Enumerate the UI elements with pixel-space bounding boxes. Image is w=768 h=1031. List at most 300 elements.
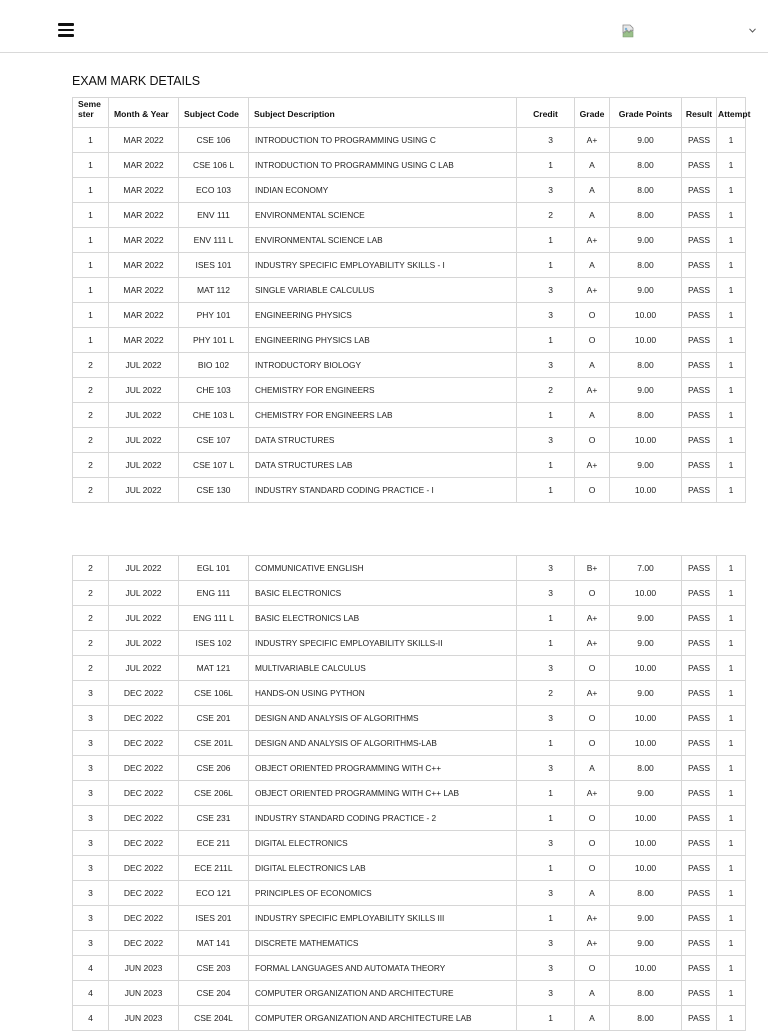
subject-description-cell: INTRODUCTION TO PROGRAMMING USING C LAB — [249, 153, 517, 178]
grade-cell: A+ — [575, 931, 610, 956]
subject-code-cell: CSE 106L — [179, 681, 249, 706]
credit-cell: 1 — [517, 781, 575, 806]
month-year-cell: MAR 2022 — [109, 128, 179, 153]
result-cell: PASS — [682, 956, 717, 981]
month-year-cell: DEC 2022 — [109, 781, 179, 806]
grade-cell: A — [575, 756, 610, 781]
grade-cell: A+ — [575, 128, 610, 153]
semester-cell: 3 — [73, 831, 109, 856]
table-row — [73, 631, 746, 656]
table-row — [73, 556, 746, 581]
subject-code-cell: ECE 211 — [179, 831, 249, 856]
credit-cell: 3 — [517, 981, 575, 1006]
result-cell: PASS — [682, 278, 717, 303]
subject-description-cell: ENVIRONMENTAL SCIENCE — [249, 203, 517, 228]
table-row — [73, 931, 746, 956]
subject-code-cell: CSE 204L — [179, 1006, 249, 1031]
month-year-cell: JUL 2022 — [109, 403, 179, 428]
semester-cell: 3 — [73, 806, 109, 831]
result-cell: PASS — [682, 706, 717, 731]
credit-cell: 3 — [517, 303, 575, 328]
table-row — [73, 428, 746, 453]
table-row — [73, 656, 746, 681]
result-cell: PASS — [682, 253, 717, 278]
grade-points-cell: 10.00 — [610, 428, 682, 453]
table-row — [73, 606, 746, 631]
attempt-cell: 1 — [717, 453, 746, 478]
result-cell: PASS — [682, 153, 717, 178]
subject-code-cell: MAT 141 — [179, 931, 249, 956]
semester-cell: 1 — [73, 303, 109, 328]
subject-description-cell: INDUSTRY STANDARD CODING PRACTICE - I — [249, 478, 517, 503]
subject-description-cell: INDUSTRY SPECIFIC EMPLOYABILITY SKILLS III — [249, 906, 517, 931]
month-year-cell: MAR 2022 — [109, 328, 179, 353]
attempt-cell: 1 — [717, 178, 746, 203]
table-header-row — [73, 98, 746, 128]
grade-cell: O — [575, 581, 610, 606]
table-row — [73, 228, 746, 253]
attempt-cell: 1 — [717, 228, 746, 253]
subject-description-cell: CHEMISTRY FOR ENGINEERS — [249, 378, 517, 403]
grade-cell: O — [575, 656, 610, 681]
subject-code-cell: CSE 107 — [179, 428, 249, 453]
grade-cell: A — [575, 153, 610, 178]
exam-marks-table-continued — [72, 555, 746, 1031]
credit-cell: 3 — [517, 931, 575, 956]
result-cell: PASS — [682, 981, 717, 1006]
subject-code-cell: PHY 101 — [179, 303, 249, 328]
semester-cell: 3 — [73, 781, 109, 806]
month-year-cell: JUL 2022 — [109, 606, 179, 631]
month-year-cell: DEC 2022 — [109, 906, 179, 931]
attempt-cell: 1 — [717, 681, 746, 706]
credit-cell: 1 — [517, 806, 575, 831]
semester-cell: 4 — [73, 1006, 109, 1031]
subject-code-cell: ENV 111 L — [179, 228, 249, 253]
subject-code-cell: MAT 112 — [179, 278, 249, 303]
grade-points-cell: 8.00 — [610, 203, 682, 228]
grade-points-cell: 10.00 — [610, 478, 682, 503]
result-cell: PASS — [682, 931, 717, 956]
result-cell: PASS — [682, 378, 717, 403]
semester-cell: 1 — [73, 278, 109, 303]
table-row — [73, 478, 746, 503]
month-year-cell: MAR 2022 — [109, 253, 179, 278]
month-year-cell: DEC 2022 — [109, 731, 179, 756]
subject-description-cell: OBJECT ORIENTED PROGRAMMING WITH C++ — [249, 756, 517, 781]
table-row — [73, 153, 746, 178]
semester-cell: 4 — [73, 981, 109, 1006]
subject-description-cell: INDUSTRY SPECIFIC EMPLOYABILITY SKILLS-II — [249, 631, 517, 656]
result-cell: PASS — [682, 681, 717, 706]
subject-description-cell: COMMUNICATIVE ENGLISH — [249, 556, 517, 581]
credit-cell: 1 — [517, 478, 575, 503]
result-cell: PASS — [682, 453, 717, 478]
subject-code-cell: CSE 206 — [179, 756, 249, 781]
month-year-cell: MAR 2022 — [109, 303, 179, 328]
month-year-cell: DEC 2022 — [109, 931, 179, 956]
attempt-cell: 1 — [717, 881, 746, 906]
semester-cell: 1 — [73, 203, 109, 228]
grade-points-cell: 10.00 — [610, 328, 682, 353]
table-row — [73, 1006, 746, 1031]
semester-cell: 2 — [73, 631, 109, 656]
subject-description-cell: INDUSTRY SPECIFIC EMPLOYABILITY SKILLS - I — [249, 253, 517, 278]
result-cell: PASS — [682, 806, 717, 831]
result-cell: PASS — [682, 631, 717, 656]
credit-cell: 1 — [517, 403, 575, 428]
grade-cell: A+ — [575, 378, 610, 403]
result-cell: PASS — [682, 731, 717, 756]
result-cell: PASS — [682, 128, 717, 153]
table-row — [73, 203, 746, 228]
attempt-cell: 1 — [717, 253, 746, 278]
table-row — [73, 303, 746, 328]
month-year-cell: DEC 2022 — [109, 856, 179, 881]
subject-code-cell: CSE 106 — [179, 128, 249, 153]
table-row — [73, 581, 746, 606]
chevron-down-icon[interactable] — [749, 25, 756, 35]
credit-cell: 3 — [517, 353, 575, 378]
attempt-cell: 1 — [717, 706, 746, 731]
result-cell: PASS — [682, 328, 717, 353]
subject-code-cell: ECO 103 — [179, 178, 249, 203]
credit-cell: 1 — [517, 328, 575, 353]
subject-description-cell: INTRODUCTION TO PROGRAMMING USING C — [249, 128, 517, 153]
grade-points-cell: 10.00 — [610, 806, 682, 831]
col-header-subject-description: Subject Description — [249, 98, 517, 128]
result-cell: PASS — [682, 581, 717, 606]
table-row — [73, 756, 746, 781]
grade-points-cell: 9.00 — [610, 278, 682, 303]
table-row — [73, 128, 746, 153]
attempt-cell: 1 — [717, 428, 746, 453]
grade-points-cell: 9.00 — [610, 128, 682, 153]
attempt-cell: 1 — [717, 403, 746, 428]
semester-cell: 3 — [73, 681, 109, 706]
month-year-cell: JUL 2022 — [109, 353, 179, 378]
table-row — [73, 806, 746, 831]
grade-points-cell: 9.00 — [610, 781, 682, 806]
table-row — [73, 403, 746, 428]
subject-description-cell: DESIGN AND ANALYSIS OF ALGORITHMS-LAB — [249, 731, 517, 756]
grade-points-cell: 8.00 — [610, 353, 682, 378]
subject-description-cell: COMPUTER ORGANIZATION AND ARCHITECTURE LAB — [249, 1006, 517, 1031]
grade-cell: A+ — [575, 228, 610, 253]
grade-points-cell: 8.00 — [610, 253, 682, 278]
result-cell: PASS — [682, 428, 717, 453]
grade-points-cell: 8.00 — [610, 153, 682, 178]
result-cell: PASS — [682, 1006, 717, 1031]
credit-cell: 1 — [517, 856, 575, 881]
result-cell: PASS — [682, 403, 717, 428]
semester-cell: 2 — [73, 403, 109, 428]
credit-cell: 1 — [517, 631, 575, 656]
credit-cell: 1 — [517, 453, 575, 478]
credit-cell: 3 — [517, 706, 575, 731]
table-row — [73, 706, 746, 731]
attempt-cell: 1 — [717, 981, 746, 1006]
credit-cell: 3 — [517, 956, 575, 981]
semester-cell: 2 — [73, 606, 109, 631]
table-row — [73, 781, 746, 806]
subject-code-cell: ISES 201 — [179, 906, 249, 931]
semester-cell: 2 — [73, 428, 109, 453]
grade-cell: O — [575, 478, 610, 503]
table-row — [73, 956, 746, 981]
result-cell: PASS — [682, 906, 717, 931]
col-header-month-year: Month & Year — [109, 98, 179, 128]
attempt-cell: 1 — [717, 806, 746, 831]
semester-cell: 3 — [73, 856, 109, 881]
credit-cell: 1 — [517, 253, 575, 278]
attempt-cell: 1 — [717, 906, 746, 931]
credit-cell: 3 — [517, 756, 575, 781]
semester-cell: 3 — [73, 881, 109, 906]
grade-points-cell: 9.00 — [610, 631, 682, 656]
page-title: EXAM MARK DETAILS — [72, 74, 200, 88]
attempt-cell: 1 — [717, 328, 746, 353]
grade-cell: A — [575, 178, 610, 203]
subject-code-cell: ISES 102 — [179, 631, 249, 656]
credit-cell: 3 — [517, 278, 575, 303]
grade-points-cell: 9.00 — [610, 906, 682, 931]
subject-code-cell: ENG 111 — [179, 581, 249, 606]
grade-cell: O — [575, 731, 610, 756]
subject-description-cell: DATA STRUCTURES — [249, 428, 517, 453]
grade-cell: O — [575, 806, 610, 831]
subject-code-cell: CSE 201 — [179, 706, 249, 731]
semester-cell: 2 — [73, 353, 109, 378]
grade-points-cell: 9.00 — [610, 606, 682, 631]
grade-points-cell: 8.00 — [610, 1006, 682, 1031]
attempt-cell: 1 — [717, 556, 746, 581]
subject-code-cell: MAT 121 — [179, 656, 249, 681]
subject-code-cell: CSE 107 L — [179, 453, 249, 478]
attempt-cell: 1 — [717, 656, 746, 681]
grade-cell: O — [575, 856, 610, 881]
attempt-cell: 1 — [717, 856, 746, 881]
result-cell: PASS — [682, 178, 717, 203]
exam-marks-table — [72, 97, 751, 503]
grade-points-cell: 10.00 — [610, 956, 682, 981]
grade-cell: O — [575, 428, 610, 453]
subject-description-cell: INDIAN ECONOMY — [249, 178, 517, 203]
month-year-cell: DEC 2022 — [109, 681, 179, 706]
grade-points-cell: 8.00 — [610, 981, 682, 1006]
subject-code-cell: ENV 111 — [179, 203, 249, 228]
month-year-cell: JUN 2023 — [109, 956, 179, 981]
grade-points-cell: 8.00 — [610, 881, 682, 906]
subject-code-cell: CSE 201L — [179, 731, 249, 756]
grade-cell: A+ — [575, 631, 610, 656]
credit-cell: 3 — [517, 831, 575, 856]
top-navbar — [0, 0, 768, 53]
grade-points-cell: 9.00 — [610, 453, 682, 478]
grade-points-cell: 10.00 — [610, 656, 682, 681]
attempt-cell: 1 — [717, 581, 746, 606]
attempt-cell: 1 — [717, 203, 746, 228]
result-cell: PASS — [682, 203, 717, 228]
table-row — [73, 453, 746, 478]
grade-points-cell: 10.00 — [610, 731, 682, 756]
credit-cell: 1 — [517, 228, 575, 253]
broken-image-icon[interactable] — [621, 24, 636, 39]
credit-cell: 3 — [517, 128, 575, 153]
attempt-cell: 1 — [717, 831, 746, 856]
semester-cell: 2 — [73, 556, 109, 581]
grade-cell: A+ — [575, 906, 610, 931]
month-year-cell: DEC 2022 — [109, 756, 179, 781]
grade-cell: A — [575, 253, 610, 278]
hamburger-icon[interactable] — [58, 23, 74, 37]
subject-description-cell: PRINCIPLES OF ECONOMICS — [249, 881, 517, 906]
credit-cell: 1 — [517, 906, 575, 931]
result-cell: PASS — [682, 353, 717, 378]
attempt-cell: 1 — [717, 606, 746, 631]
credit-cell: 3 — [517, 656, 575, 681]
subject-description-cell: FORMAL LANGUAGES AND AUTOMATA THEORY — [249, 956, 517, 981]
result-cell: PASS — [682, 556, 717, 581]
subject-description-cell: DIGITAL ELECTRONICS — [249, 831, 517, 856]
col-header-grade-points: Grade Points — [610, 98, 682, 128]
table-row — [73, 981, 746, 1006]
table-row — [73, 278, 746, 303]
grade-cell: A — [575, 203, 610, 228]
result-cell: PASS — [682, 478, 717, 503]
month-year-cell: JUL 2022 — [109, 631, 179, 656]
attempt-cell: 1 — [717, 956, 746, 981]
semester-cell: 2 — [73, 378, 109, 403]
credit-cell: 3 — [517, 428, 575, 453]
grade-points-cell: 10.00 — [610, 831, 682, 856]
table-row — [73, 253, 746, 278]
table-row — [73, 353, 746, 378]
semester-cell: 3 — [73, 756, 109, 781]
subject-code-cell: ENG 111 L — [179, 606, 249, 631]
attempt-cell: 1 — [717, 631, 746, 656]
attempt-cell: 1 — [717, 128, 746, 153]
subject-code-cell: CSE 204 — [179, 981, 249, 1006]
month-year-cell: MAR 2022 — [109, 203, 179, 228]
month-year-cell: MAR 2022 — [109, 228, 179, 253]
grade-cell: A+ — [575, 278, 610, 303]
grade-points-cell: 9.00 — [610, 931, 682, 956]
semester-cell: 2 — [73, 581, 109, 606]
credit-cell: 2 — [517, 681, 575, 706]
result-cell: PASS — [682, 756, 717, 781]
col-header-attempt: Attempt — [717, 98, 746, 128]
grade-cell: O — [575, 328, 610, 353]
attempt-cell: 1 — [717, 303, 746, 328]
month-year-cell: JUL 2022 — [109, 478, 179, 503]
grade-cell: A — [575, 1006, 610, 1031]
month-year-cell: DEC 2022 — [109, 831, 179, 856]
subject-code-cell: CSE 106 L — [179, 153, 249, 178]
semester-cell: 1 — [73, 228, 109, 253]
semester-cell: 3 — [73, 706, 109, 731]
col-header-credit: Credit — [517, 98, 575, 128]
grade-points-cell: 10.00 — [610, 856, 682, 881]
month-year-cell: JUL 2022 — [109, 428, 179, 453]
grade-cell: A — [575, 881, 610, 906]
subject-description-cell: HANDS-ON USING PYTHON — [249, 681, 517, 706]
subject-description-cell: DISCRETE MATHEMATICS — [249, 931, 517, 956]
semester-cell: 2 — [73, 656, 109, 681]
grade-cell: A — [575, 353, 610, 378]
credit-cell: 3 — [517, 581, 575, 606]
subject-code-cell: ECE 211L — [179, 856, 249, 881]
grade-points-cell: 7.00 — [610, 556, 682, 581]
grade-cell: O — [575, 303, 610, 328]
semester-cell: 4 — [73, 956, 109, 981]
attempt-cell: 1 — [717, 153, 746, 178]
month-year-cell: DEC 2022 — [109, 706, 179, 731]
semester-cell: 1 — [73, 178, 109, 203]
subject-description-cell: ENGINEERING PHYSICS — [249, 303, 517, 328]
credit-cell: 3 — [517, 881, 575, 906]
subject-description-cell: DESIGN AND ANALYSIS OF ALGORITHMS — [249, 706, 517, 731]
subject-description-cell: BASIC ELECTRONICS — [249, 581, 517, 606]
semester-cell: 1 — [73, 253, 109, 278]
subject-description-cell: INDUSTRY STANDARD CODING PRACTICE - 2 — [249, 806, 517, 831]
grade-cell: A — [575, 403, 610, 428]
result-cell: PASS — [682, 831, 717, 856]
subject-code-cell: CHE 103 — [179, 378, 249, 403]
attempt-cell: 1 — [717, 478, 746, 503]
subject-code-cell: CSE 130 — [179, 478, 249, 503]
subject-code-cell: ISES 101 — [179, 253, 249, 278]
grade-points-cell: 8.00 — [610, 756, 682, 781]
col-header-semester: Seme ster — [73, 98, 109, 128]
credit-cell: 3 — [517, 556, 575, 581]
month-year-cell: JUN 2023 — [109, 1006, 179, 1031]
subject-description-cell: SINGLE VARIABLE CALCULUS — [249, 278, 517, 303]
credit-cell: 1 — [517, 606, 575, 631]
table-row — [73, 906, 746, 931]
table-row — [73, 731, 746, 756]
month-year-cell: MAR 2022 — [109, 153, 179, 178]
subject-description-cell: CHEMISTRY FOR ENGINEERS LAB — [249, 403, 517, 428]
grade-points-cell: 10.00 — [610, 581, 682, 606]
result-cell: PASS — [682, 781, 717, 806]
semester-cell: 1 — [73, 328, 109, 353]
attempt-cell: 1 — [717, 781, 746, 806]
grade-points-cell: 9.00 — [610, 681, 682, 706]
semester-cell: 3 — [73, 931, 109, 956]
subject-description-cell: BASIC ELECTRONICS LAB — [249, 606, 517, 631]
grade-points-cell: 10.00 — [610, 303, 682, 328]
semester-cell: 2 — [73, 453, 109, 478]
table-row — [73, 831, 746, 856]
attempt-cell: 1 — [717, 353, 746, 378]
grade-cell: O — [575, 831, 610, 856]
table-row — [73, 328, 746, 353]
col-header-subject-code: Subject Code — [179, 98, 249, 128]
subject-description-cell: OBJECT ORIENTED PROGRAMMING WITH C++ LAB — [249, 781, 517, 806]
month-year-cell: MAR 2022 — [109, 178, 179, 203]
month-year-cell: JUL 2022 — [109, 656, 179, 681]
credit-cell: 2 — [517, 378, 575, 403]
subject-code-cell: CSE 206L — [179, 781, 249, 806]
attempt-cell: 1 — [717, 378, 746, 403]
grade-points-cell: 9.00 — [610, 228, 682, 253]
table-row — [73, 681, 746, 706]
subject-code-cell: CSE 203 — [179, 956, 249, 981]
col-header-result: Result — [682, 98, 717, 128]
grade-cell: O — [575, 706, 610, 731]
table-row — [73, 378, 746, 403]
